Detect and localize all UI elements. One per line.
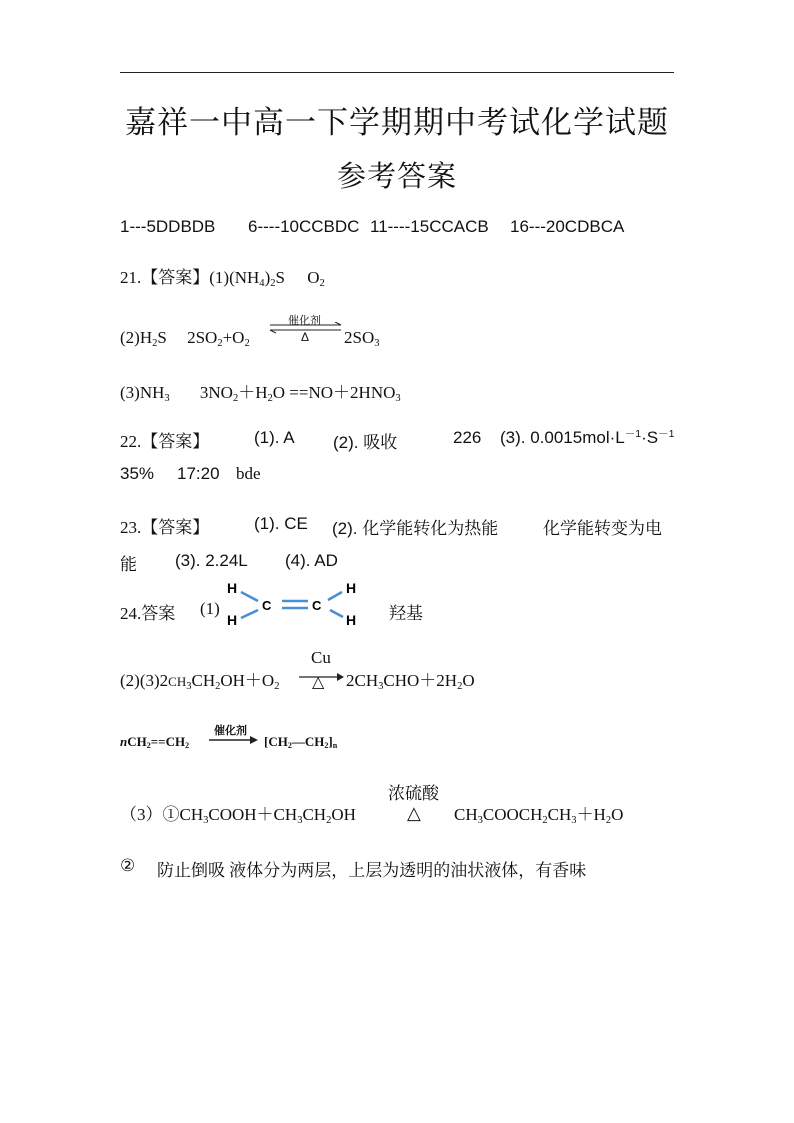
q21-line2: (2)H2S 2SO2+O2: [120, 328, 250, 349]
q24-polymer-product: [CH2—CH2]n: [264, 734, 338, 751]
q23-answer-3: (3). 2.24L: [175, 551, 248, 570]
atom-h: H: [346, 580, 357, 596]
q24-part4-text: 防止倒吸 液体分为两层，上层为透明的油状液体，有香味: [157, 861, 587, 880]
q24-group-name: 羟基: [389, 604, 423, 623]
q24-acid-label: 浓硫酸: [388, 784, 439, 803]
atom-c: C: [312, 598, 322, 613]
page-subtitle: 参考答案: [336, 161, 457, 193]
q24-oxidation-reactants: (2)(3)2CH3CH2OH＋O2: [120, 671, 280, 692]
q22-label: 22.【答案】: [120, 432, 210, 451]
q24-polymer-reactant: nCH2==CH2: [120, 734, 190, 751]
q24-polymer-catalyst: 催化剂: [214, 725, 247, 737]
q22-answer-3: (3). $0.0015mol\cdot L^{-1}\cdot S^{-1}$: [500, 428, 675, 447]
q24-ester-triangle: △: [407, 803, 421, 823]
q21-product: 2SO3: [344, 328, 380, 349]
mc-answer-4: 16---20CDBCA: [510, 217, 625, 236]
q24-ester-reactants: （3）①CH3COOH＋CH3CH2OH: [120, 805, 356, 826]
q23-answer-2b: 化学能转变为电: [543, 519, 662, 538]
bond-line: [241, 610, 258, 618]
q21-label: 21.【答案】: [120, 268, 210, 287]
mc-answer-3: 11----15CCACB: [370, 217, 489, 236]
bond-line: [330, 610, 343, 617]
q24-oxidation-products: 2CH3CHO＋2H2O: [346, 671, 475, 692]
q23-answer-2: (2). 化学能转化为热能: [332, 519, 499, 538]
q22-answer-5: 17:20: [177, 464, 220, 483]
q23-label: 23.【答案】: [120, 518, 210, 537]
atom-c: C: [262, 598, 272, 613]
bond-line: [241, 592, 258, 601]
mc-answer-2: 6----10CCBDC: [248, 217, 360, 236]
q23-answer-1: (1). CE: [254, 514, 308, 533]
q24-part1: (1): [200, 599, 220, 618]
atom-h: H: [346, 612, 357, 628]
polymer-arrow-icon: [208, 735, 260, 745]
q22-answer-6: bde: [236, 464, 261, 483]
q24-ester-products: CH3COOCH2CH3＋H2O: [454, 805, 624, 826]
atom-h: H: [227, 580, 238, 596]
q24-triangle-label: △: [312, 674, 325, 691]
q23-answer-2c: 能: [120, 555, 137, 574]
q22-answer-1: (1). A: [254, 428, 295, 447]
q24-cu-label: Cu: [311, 648, 331, 667]
bond-line: [328, 592, 342, 600]
ethylene-structure-diagram: [222, 576, 367, 630]
q21-catalyst-label: 催化剂: [288, 315, 321, 327]
q22-answer-4: 35%: [120, 464, 155, 483]
q23-answer-4: (4). AD: [285, 551, 338, 570]
page-title: 嘉祥一中高一下学期期中考试化学试题: [125, 105, 669, 140]
atom-h: H: [227, 612, 238, 628]
q24-part4-label: ②: [120, 856, 136, 875]
q21-line3: (3)NH3 3NO2＋H2O ==NO＋2HNO3: [120, 383, 401, 404]
mc-answer-1: 1---5DDBDB: [120, 217, 216, 236]
q21-line1: 21.【答案】(1)(NH4)2S O2: [120, 268, 325, 289]
header-rule: [120, 72, 674, 73]
q21-delta-label: Δ: [301, 330, 310, 344]
q24-label: 24.答案: [120, 604, 176, 623]
q22-answer-2: (2). 吸收: [333, 433, 398, 452]
q22-answer-2-value: 226: [453, 428, 482, 447]
